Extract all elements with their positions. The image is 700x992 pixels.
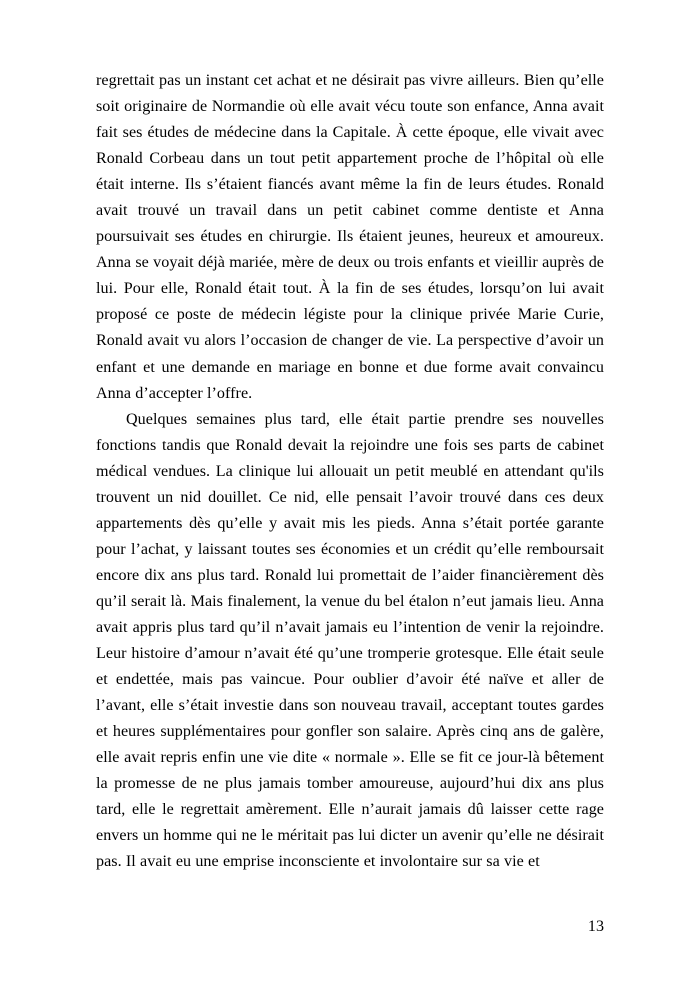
page-text-block: [96, 68, 604, 875]
body-paragraph: Quelques semaines plus tard, elle était partie prendre ses nouvelles fonctions tandis que Ronald devait la rejoindre une fois ses parts de cabinet médical vendues. La clinique lui allouait un petit meublé en attendant qu'ils trouvent un nid douillet. Ce nid, elle pensait l’avoir trouvé dans ces deux appartements dès qu’elle y avait mis les pieds. Anna s’était portée garante pour l’achat, y laissant toutes ses économies et un crédit qu’elle remboursait encore dix ans plus tard. Ronald lui promettait de l’aider financièrement dès qu’il serait là. Mais finalement, la venue du bel étalon n’eut jamais lieu. Anna avait appris plus tard qu’il n’avait jamais eu l’intention de venir la rejoindre. Leur histoire d’amour n’avait été qu’une tromperie grotesque. Elle était seule et endettée, mais pas vaincue. Pour oublier d’avoir été naïve et aller de l’avant, elle s’était investie dans son nouveau travail, acceptant toutes gardes et heures supplémentaires pour gonfler son salaire. Après cinq ans de galère, elle avait repris enfin une vie dite « normale ». Elle se fit ce jour-là bêtement la promesse de ne plus jamais tomber amoureuse, aujourd’hui dix ans plus tard, elle le regrettait amèrement. Elle n’aurait jamais dû laisser cette rage envers un homme qui ne le méritait pas lui dicter un avenir qu’elle ne désirait pas. Il avait eu une emprise inconsciente et involontaire sur sa vie et: [96, 410, 604, 871]
body-paragraph: regrettait pas un instant cet achat et ne désirait pas vivre ailleurs. Bien qu’elle soit originaire de Normandie où elle avait vécu toute son enfance, Anna avait fait ses études de médecine dans la Capitale. À cette époque, elle vivait avec Ronald Corbeau dans un tout petit appartement proche de l’hôpital où elle était interne. Ils s’étaient fiancés avant même la fin de leurs études. Ronald avait trouvé un travail dans un petit cabinet comme dentiste et Anna poursuivait ses études en chirurgie. Ils étaient jeunes, heureux et amoureux. Anna se voyait déjà mariée, mère de deux ou trois enfants et vieillir auprès de lui. Pour elle, Ronald était tout. À la fin de ses études, lorsqu’on lui avait proposé ce poste de médecin légiste pour la clinique privée Marie Curie, Ronald avait vu alors l’occasion de changer de vie. La perspective d’avoir un enfant et une demande en mariage en bonne et due forme avait convaincu Anna d’accepter l’offre.: [96, 72, 604, 402]
page-number: 13: [587, 918, 604, 935]
